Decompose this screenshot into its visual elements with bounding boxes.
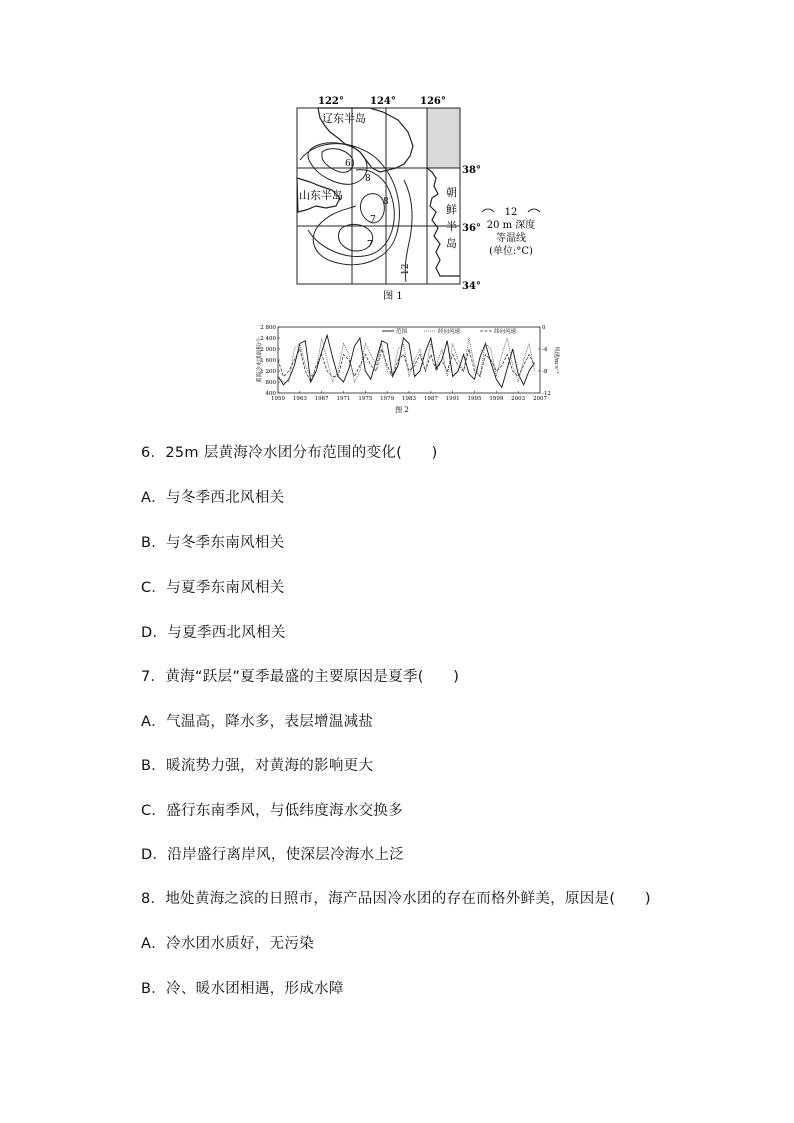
y-right-tick-label: -12: [542, 391, 551, 397]
x-tick-label: 1959: [271, 396, 285, 402]
latitude-label: 38°: [462, 165, 481, 176]
question-6-stem: 6．25m 层黄海冷水团分布范围的变化( ): [141, 445, 438, 461]
question-6-option-a: A．与冬季西北风相关: [141, 490, 285, 506]
contour-label: 8: [383, 197, 389, 207]
y-right-axis-label: 风速/m·s⁻¹: [553, 346, 559, 374]
contour-label: 8: [365, 174, 371, 184]
y-right-tick-label: -8: [542, 369, 548, 375]
question-6-option-c: C．与夏季东南风相关: [141, 580, 285, 596]
contour-label: 7: [367, 240, 373, 250]
chart-series: [278, 335, 535, 387]
legend-label: 经向风速: [438, 329, 461, 335]
legend-unit: (单位:°C): [489, 246, 533, 257]
series-line-2: [278, 338, 535, 382]
contour-label: 12: [401, 263, 411, 275]
question-7-option-a: A．气温高，降水多，表层增温减盐: [141, 714, 374, 730]
korea-label-2: 鲜: [446, 203, 457, 216]
series-line-1: [278, 335, 535, 387]
korea-label-3: 半: [446, 220, 457, 233]
y-left-tick-label: 1 600: [260, 358, 276, 364]
y-left-tick-label: 1 200: [260, 369, 276, 375]
figure-1-caption: 图 1: [383, 291, 403, 302]
question-8-option-a: A．冷水团水质好，无污染: [141, 936, 315, 952]
x-tick-label: 1963: [292, 396, 307, 402]
y-left-tick-label: 2 400: [260, 336, 276, 342]
question-6-option-b: B．与冬季东南风相关: [141, 535, 285, 551]
x-tick-label: 1991: [445, 396, 460, 402]
x-tick-label: 2003: [511, 396, 526, 402]
korea-label-1: 朝: [446, 186, 457, 199]
legend-label: 纬向风速: [494, 329, 517, 335]
y-left-tick-label: 800: [265, 380, 276, 386]
y-right-tick-label: 0: [542, 325, 546, 331]
question-6-option-d: D．与夏季西北风相关: [141, 625, 286, 641]
shandong-label: 山东半岛: [299, 189, 343, 202]
longitude-label: 122°: [318, 96, 344, 107]
question-7-option-c: C．盛行东南季风，与低纬度海水交换多: [141, 803, 404, 819]
figure-1-map: [290, 92, 520, 304]
contour-label: 6: [345, 159, 351, 169]
figure-1-legend: [476, 204, 546, 260]
legend-depth: 20 m 深度: [486, 220, 536, 231]
legend-label: 范围: [396, 329, 408, 335]
longitude-label: 126°: [420, 96, 446, 107]
y-left-tick-label: 2 000: [260, 347, 276, 353]
x-tick-label: 1983: [402, 396, 416, 402]
longitude-label: 124°: [370, 96, 396, 107]
korea-shaded-area: [427, 108, 460, 168]
figure-2-caption: 图 2: [395, 406, 409, 414]
y-right-tick-label: -4: [542, 347, 548, 353]
y-left-axis-label: 黄海冷水团面积/个: [257, 337, 263, 383]
legend-isotherm: 等温线: [496, 233, 526, 244]
contour-label: 7: [370, 215, 376, 225]
question-7-stem: 7．黄海“跃层”夏季最盛的主要原因是夏季( ): [141, 669, 460, 685]
chart-ticks: [260, 325, 551, 402]
liaodong-label: 辽东半岛: [322, 112, 366, 125]
question-8-option-b: B．冷、暖水团相遇，形成水障: [141, 981, 344, 997]
y-left-tick-label: 2 800: [260, 325, 276, 331]
x-tick-label: 1967: [314, 396, 329, 402]
latitude-label: 36°: [462, 223, 481, 234]
legend-sample-value: 12: [504, 207, 518, 218]
y-left-tick-label: 400: [265, 391, 276, 397]
x-tick-label: 1975: [358, 396, 373, 402]
figure-2-chart: [252, 320, 562, 416]
chart-legend: [382, 327, 517, 335]
question-8-stem: 8．地处黄海之滨的日照市，海产品因冷水团的存在而格外鲜美，原因是( ): [141, 891, 651, 907]
x-tick-label: 1987: [423, 396, 438, 402]
latitude-label: 34°: [462, 281, 481, 292]
x-tick-label: 1971: [336, 396, 351, 402]
x-tick-label: 1999: [489, 396, 504, 402]
x-tick-label: 1995: [467, 396, 482, 402]
x-tick-label: 1979: [380, 396, 395, 402]
question-7-option-d: D．沿岸盛行离岸风，使深层冷海水上泛: [141, 847, 405, 863]
x-tick-label: 2007: [533, 396, 547, 402]
korea-label-4: 岛: [446, 237, 457, 250]
question-7-option-b: B．暖流势力强，对黄海的影响更大: [141, 758, 374, 774]
